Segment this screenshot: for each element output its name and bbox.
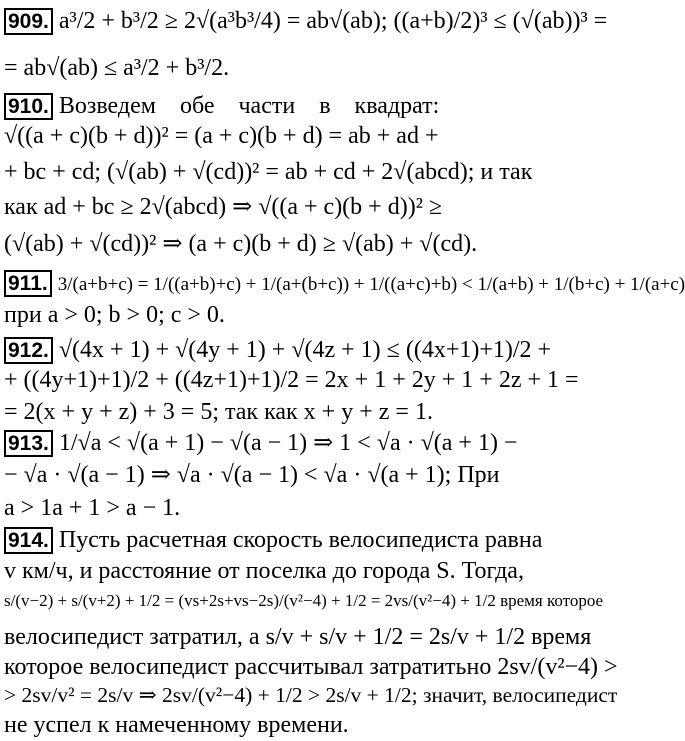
problem-909-line-2: = ab√(ab) ≤ a³/2 + b³/2. — [4, 55, 230, 81]
problem-909-line-1: 909. a³/2 + b³/2 ≥ 2√(a³b³/4) = ab√(ab); ((a+b)/2)³ ≤ (√(ab))³ = — [4, 8, 618, 35]
problem-914-line-5: которое велосипедист рассчитывал затратитьно 2sv/(v²−4) > — [4, 654, 618, 680]
problem-914-line-3: s/(v−2) + s/(v+2) + 1/2 = (vs+2s+vs−2s)/(v²−4) + 1/2 = 2vs/(v²−4) + 1/2 время которое — [4, 591, 604, 610]
problem-912-line-1: 912. √(4x + 1) + √(4y + 1) + √(4z + 1) ≤ ((4x+1)+1)/2 + — [4, 337, 618, 364]
problem-number-913: 913. — [4, 430, 53, 457]
problem-910-line-1: 910. Возведем обе части в квадрат: — [4, 93, 618, 120]
problem-914-line-2: v км/ч, и расстояние от поселка до города S. Тогда, — [4, 558, 524, 584]
problem-910-line-4: как ad + bc ≥ 2√(abcd) ⇒ √((a + c)(b + d))² ≥ — [4, 194, 443, 220]
problem-913-line-3: a > 1a + 1 > a − 1. — [4, 495, 181, 521]
problem-912-line-3: = 2(x + y + z) + 3 = 5; так как x + y + z = 1. — [4, 399, 433, 425]
problem-913-line-1: 913. 1/√a < √(a + 1) − √(a − 1) ⇒ 1 < √a · √(a + 1) − — [4, 430, 618, 457]
problem-910-line-2: √((a + c)(b + d))² = (a + c)(b + d) = ab + ad + — [4, 123, 439, 149]
problem-number-909: 909. — [4, 8, 53, 35]
problem-914-line-6: > 2sv/v² = 2s/v ⇒ 2sv/(v²−4) + 1/2 > 2s/v + 1/2; значит, велосипедист — [4, 683, 618, 707]
problem-911-line-1: 911. 3/(a+b+c) = 1/((a+b)+c) + 1/(a+(b+c)) + 1/((a+c)+b) < 1/(a+b) + 1/(b+c) + 1/(a+c) — [4, 270, 618, 297]
problem-912-line-2: + ((4y+1)+1)/2 + ((4z+1)+1)/2 = 2x + 1 + 2y + 1 + 2z + 1 = — [4, 367, 579, 393]
problem-910-line-3: + bc + cd; (√(ab) + √(cd))² = ab + cd + 2√(abcd); и так — [4, 159, 533, 185]
problem-913-line-2: − √a · √(a − 1) ⇒ √a · √(a − 1) < √a · √(a + 1); При — [4, 462, 500, 488]
problem-914-line-4: велосипедист затратил, а s/v + s/v + 1/2 = 2s/v + 1/2 время — [4, 624, 592, 650]
problem-914-line-1: 914. Пусть расчетная скорость велосипедиста равна — [4, 527, 618, 554]
problem-911-line-2: при a > 0; b > 0; c > 0. — [4, 302, 225, 328]
problem-number-914: 914. — [4, 527, 53, 554]
problem-number-912: 912. — [4, 337, 53, 364]
problem-910-line-5: (√(ab) + √(cd))² ⇒ (a + c)(b + d) ≥ √(ab) + √(cd). — [4, 231, 478, 257]
problem-number-911: 911. — [4, 270, 52, 297]
problem-number-910: 910. — [4, 93, 53, 120]
problem-914-line-7: не успел к намеченному времени. — [4, 712, 349, 738]
